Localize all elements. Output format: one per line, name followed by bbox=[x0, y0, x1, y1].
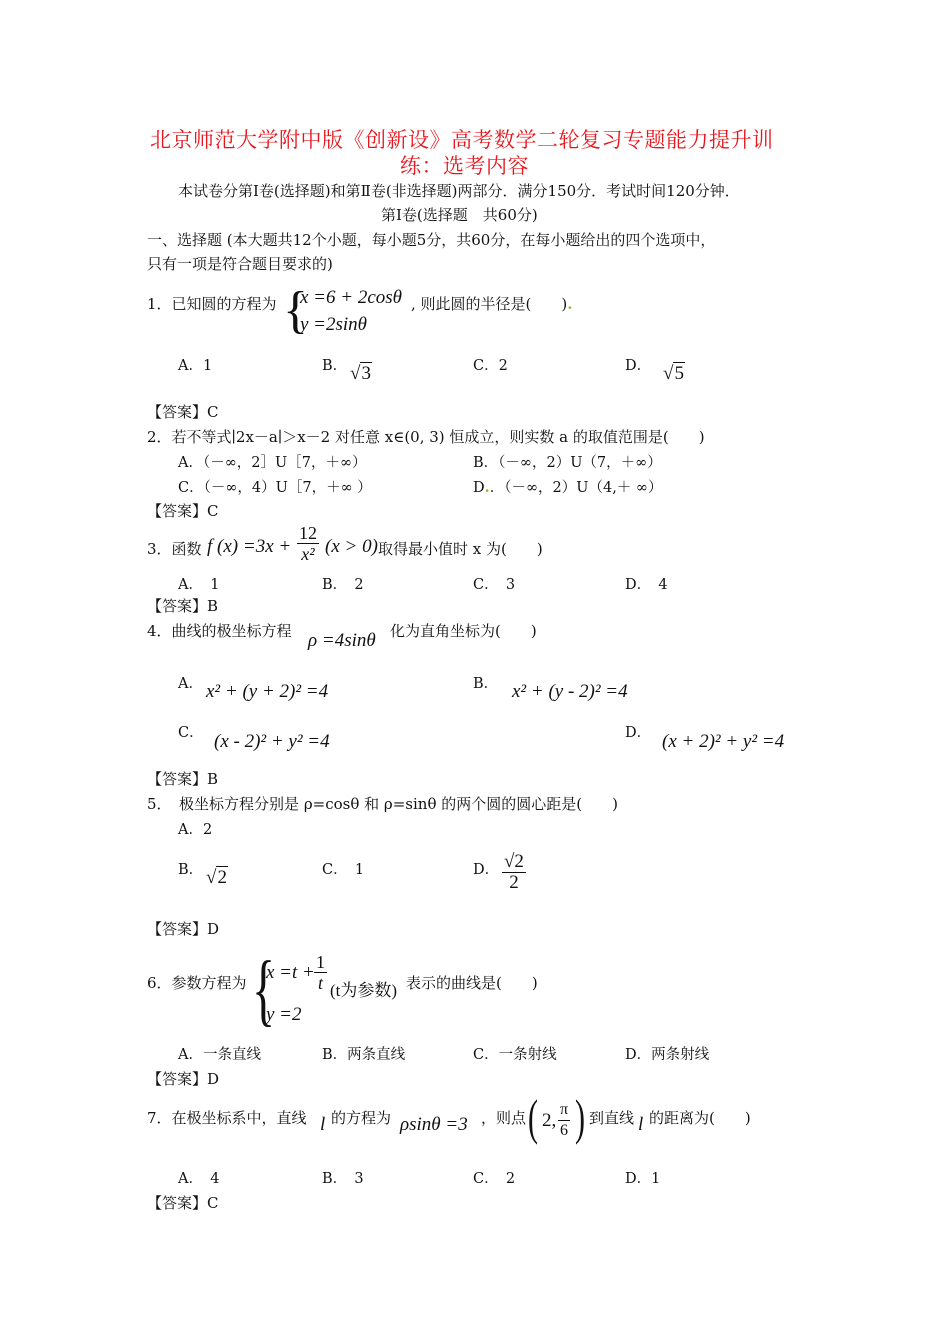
fraction bbox=[558, 1100, 570, 1141]
sqrt-value: √2 bbox=[206, 867, 227, 888]
sqrt-value: √5 bbox=[663, 363, 684, 384]
line-symbol: l bbox=[320, 1114, 326, 1135]
fraction bbox=[502, 852, 526, 893]
option-c: C． bbox=[178, 725, 204, 741]
question-7-text: 的方程为 bbox=[331, 1109, 392, 1127]
denominator: 2 bbox=[509, 872, 519, 893]
numerator: √2 bbox=[504, 851, 524, 872]
question-6-stem: 6．参数方程为 bbox=[147, 974, 247, 992]
option-d-equation: (x + 2)² + y² =4 bbox=[662, 731, 785, 752]
condition: (x > 0) bbox=[325, 536, 378, 557]
option-a: A．2 bbox=[178, 822, 213, 838]
option-a: A． 1 bbox=[178, 577, 220, 593]
option-b: B． bbox=[178, 862, 204, 878]
polar-equation: ρsinθ =3 bbox=[400, 1114, 468, 1135]
equation: y =2 bbox=[266, 1004, 302, 1025]
parameter-note: (t为参数) bbox=[330, 981, 398, 1000]
question-7-text: ，则点 bbox=[481, 1109, 527, 1127]
question-1-suffix: , 则此圆的半径是( ). bbox=[411, 295, 573, 313]
question-2-stem: 2．若不等式∣2x－a∣＞x－2 对任意 x∈(0, 3) 恒成立，则实数 a 的取值范围是( ) bbox=[147, 428, 705, 446]
option-a: A． 4 bbox=[178, 1171, 220, 1187]
option-a: A． bbox=[178, 676, 203, 692]
fraction bbox=[297, 523, 319, 564]
option-d: D． 4 bbox=[625, 577, 668, 593]
option-c: C． 3 bbox=[473, 577, 516, 593]
answer-7: 【答案】C bbox=[147, 1194, 219, 1212]
section-instructions-cont: 只有一项是符合题目要求的) bbox=[147, 255, 333, 273]
brace: { bbox=[252, 946, 276, 1034]
question-4-suffix: 化为直角坐标为( ) bbox=[390, 622, 537, 640]
option-a-equation: x² + (y + 2)² =4 bbox=[206, 681, 329, 702]
question-6-suffix: 表示的曲线是( ) bbox=[406, 974, 538, 992]
polar-equation: ρ =4sinθ bbox=[308, 630, 376, 651]
answer-1: 【答案】C bbox=[147, 403, 219, 421]
question-3-suffix: 取得最小值时 x 为( ) bbox=[378, 540, 543, 558]
option-b: B． 2 bbox=[322, 577, 364, 593]
intro-text: 本试卷分第Ⅰ卷(选择题)和第Ⅱ卷(非选择题)两部分．满分150分．考试时间120分钟． bbox=[178, 182, 740, 200]
denominator: t bbox=[317, 973, 323, 993]
option-d: D． bbox=[625, 725, 652, 741]
point-coordinate: 2, bbox=[542, 1110, 557, 1131]
equation: x =t + bbox=[266, 962, 315, 983]
function-expression: f (x) =3x + bbox=[207, 536, 292, 557]
option-b: B． bbox=[473, 676, 499, 692]
option-c: C． 1 bbox=[322, 862, 365, 878]
numerator: 1 bbox=[316, 952, 325, 972]
option-d: D．两条射线 bbox=[625, 1047, 710, 1063]
option-a: A．一条直线 bbox=[178, 1047, 261, 1063]
question-7-stem: 7．在极坐标系中，直线 bbox=[147, 1109, 307, 1127]
option-b: B．（－∞，2）U（7，＋∞） bbox=[473, 455, 662, 471]
option-c: C．2 bbox=[473, 358, 508, 374]
option-d: D． bbox=[473, 862, 500, 878]
question-3-stem: 3．函数 bbox=[147, 540, 202, 558]
numerator: π bbox=[558, 1100, 570, 1121]
option-b: B．两条直线 bbox=[322, 1047, 406, 1063]
answer-3: 【答案】B bbox=[147, 597, 219, 615]
option-d: D． bbox=[625, 358, 652, 374]
sqrt-value: √3 bbox=[350, 363, 371, 384]
option-a: A．（－∞，2］U［7，＋∞） bbox=[178, 455, 367, 471]
question-5-stem: 5． 极坐标方程分别是 ρ=cosθ 和 ρ=sinθ 的两个圆的圆心距是( ) bbox=[147, 795, 618, 813]
question-1-stem: 1．已知圆的方程为 bbox=[147, 295, 277, 313]
option-c: C．（－∞，4）U［7，＋∞ ） bbox=[178, 480, 372, 496]
option-b: B． 3 bbox=[322, 1171, 364, 1187]
question-4-stem: 4．曲线的极坐标方程 bbox=[147, 622, 292, 640]
option-c: C． 2 bbox=[473, 1171, 516, 1187]
answer-5: 【答案】D bbox=[147, 920, 220, 938]
answer-4: 【答案】B bbox=[147, 770, 219, 788]
answer-2: 【答案】C bbox=[147, 502, 219, 520]
line-symbol: l bbox=[638, 1114, 644, 1135]
page-title: 北京师范大学附中版《创新设》高考数学二轮复习专题能力提升训 bbox=[150, 128, 774, 152]
part-heading: 第Ⅰ卷(选择题 共60分) bbox=[381, 206, 538, 224]
option-b: B． bbox=[322, 358, 348, 374]
option-a: A．1 bbox=[178, 358, 213, 374]
denominator: x² bbox=[301, 544, 315, 564]
fraction bbox=[314, 952, 327, 993]
option-c-equation: (x - 2)² + y² =4 bbox=[214, 731, 330, 752]
option-b-equation: x² + (y - 2)² =4 bbox=[512, 681, 628, 702]
equation: x =6 + 2cosθ bbox=[300, 287, 402, 308]
point-bracket-left: ( bbox=[528, 1089, 538, 1145]
question-7-suffix: 的距离为( ) bbox=[649, 1109, 751, 1127]
brace: { bbox=[283, 282, 308, 339]
point-bracket-right: ) bbox=[575, 1089, 585, 1145]
answer-6: 【答案】D bbox=[147, 1070, 220, 1088]
page-title-cont: 练：选考内容 bbox=[400, 154, 529, 178]
option-d: D．1 bbox=[625, 1171, 661, 1187]
equation: y =2sinθ bbox=[300, 314, 368, 335]
question-7-text: 到直线 bbox=[589, 1109, 635, 1127]
numerator: 12 bbox=[299, 523, 317, 543]
option-d: D.．（－∞，2）U（4,＋ ∞） bbox=[473, 479, 663, 496]
option-c: C．一条射线 bbox=[473, 1047, 557, 1063]
section-instructions: 一、选择题 (本大题共12个小题，每小题5分，共60分，在每小题给出的四个选项中， bbox=[147, 231, 716, 249]
denominator: 6 bbox=[560, 1122, 569, 1139]
